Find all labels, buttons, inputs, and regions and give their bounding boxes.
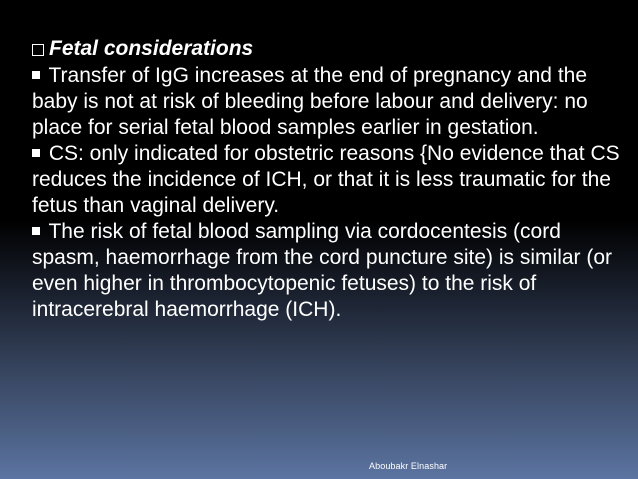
bullet-item	[32, 219, 622, 323]
heading-row	[32, 36, 622, 62]
slide-footer: Aboubakr Elnashar	[369, 461, 448, 471]
square-bullet-icon	[32, 227, 40, 235]
bullet-text: CS: only indicated for obstetric reasons {No evidence that CS reduces the incidence of ICH, or that it is less traumatic for the fetus than vaginal delivery.	[32, 142, 620, 217]
bullet-text: Transfer of IgG increases at the end of pregnancy and the baby is not at risk of bleeding before labour and delivery: no place for serial fetal blood samples earlier in gestation.	[32, 64, 588, 139]
bullet-item	[32, 63, 622, 141]
slide-heading: Fetal considerations	[49, 37, 254, 60]
bullet-text: The risk of fetal blood sampling via cordocentesis (cord spasm, haemorrhage from the cord puncture site) is similar (or even higher in thrombocytopenic fetuses) to the risk of intracerebral haemorrhage (ICH).	[32, 220, 613, 321]
square-bullet-icon	[32, 149, 40, 157]
slide-content	[32, 36, 622, 323]
checkbox-icon	[32, 44, 44, 56]
bullet-item	[32, 141, 622, 219]
square-bullet-icon	[32, 71, 40, 79]
